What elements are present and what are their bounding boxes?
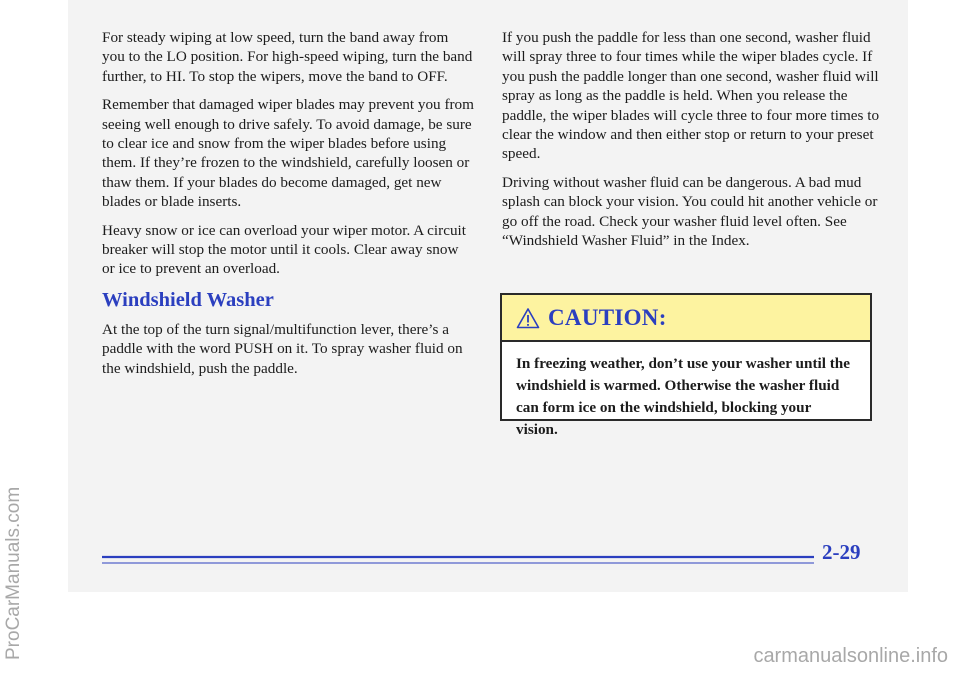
caution-text: In freezing weather, don’t use your washer until the windshield is warmed. Otherwise the washer fluid can form ice on the windshield, blocking your vision.	[516, 355, 850, 438]
footer-rule	[102, 555, 814, 567]
caution-title: CAUTION:	[548, 304, 667, 330]
warning-triangle-icon	[516, 307, 540, 329]
caution-box	[500, 293, 872, 438]
right-column	[502, 28, 880, 259]
section-heading-windshield-washer: Windshield Washer	[102, 288, 274, 311]
caution-header	[502, 295, 870, 342]
paragraph-wiper-motor: Heavy snow or ice can overload your wiper motor. A circuit breaker will stop the motor until it cools. Clear away snow or ice to prevent an overload.	[102, 221, 466, 278]
watermark-bottom: carmanualsonline.info	[753, 645, 948, 667]
left-column	[102, 28, 474, 387]
paragraph-washer-fluid: Driving without washer fluid can be dangerous. A bad mud splash can block your vision. You could hit another vehicle or go off the road. Check your washer fluid level often. See “Windshield Washer Fluid” in the Index.	[502, 173, 878, 250]
paragraph-washer-paddle: At the top of the turn signal/multifunction lever, there’s a paddle with the word PUSH on it. To spray washer fluid on the windshield, push the paddle.	[102, 320, 463, 377]
watermark-side: ProCarManuals.com	[3, 486, 24, 660]
page-number: 2-29	[822, 540, 861, 564]
paragraph-wiper-blades: Remember that damaged wiper blades may prevent you from seeing well enough to drive safely. To avoid damage, be sure to clear ice and snow from the wiper blades before using them. If they’re frozen to the windshield, carefully loosen or thaw them. If your blades do become damaged, get new blades or blade inserts.	[102, 96, 474, 211]
paragraph-wiper-speed: For steady wiping at low speed, turn the band away from you to the LO position. For high-speed wiping, turn the band further, to HI. To stop the wipers, move the band to OFF.	[102, 29, 473, 85]
paragraph-washer-timing: If you push the paddle for less than one second, washer fluid will spray three to four times while the wiper blades cycle. If you push the paddle longer than one second, washer fluid will spray as long as the paddle is held. When you release the paddle, the wiper blades will cycle three to four more times to clear the window and then either stop or return to your preset speed.	[502, 29, 880, 163]
